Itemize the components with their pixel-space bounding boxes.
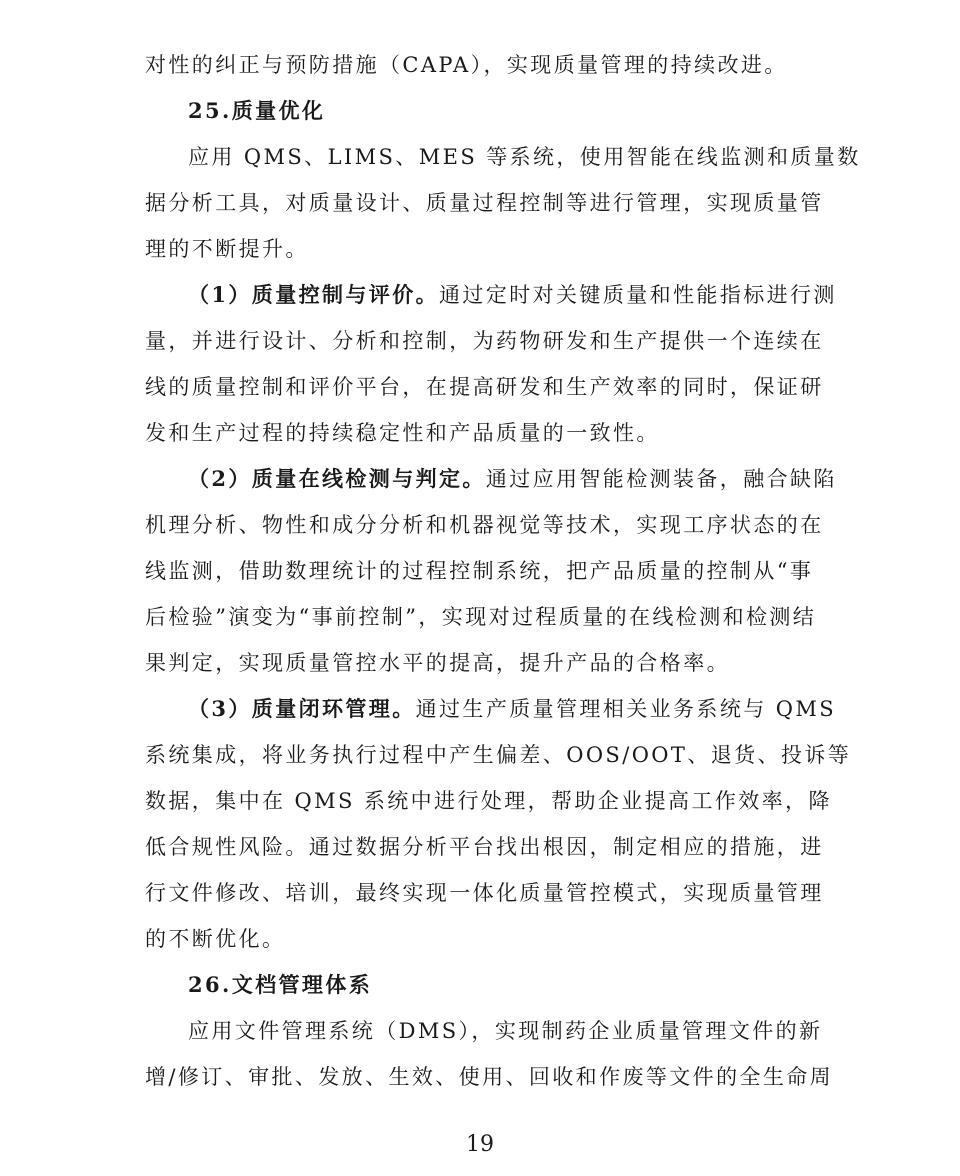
body-line: 对性的纠正与预防措施（CAPA），实现质量管理的持续改进。 — [145, 53, 788, 77]
paragraph-line: 应用文件管理系统（DMS），实现制药企业质量管理文件的新 — [188, 1019, 823, 1043]
subsection-line: （2）质量在线检测与判定。通过应用智能检测装备，融合缺陷 — [188, 466, 837, 491]
paragraph-line: 系统集成，将业务执行过程中产生偏差、OOS/OOT、退货、投诉等 — [145, 743, 852, 767]
paragraph-line: 行文件修改、培训，最终实现一体化质量管控模式，实现质量管理 — [145, 881, 824, 905]
paragraph-line: 后检验”演变为“事前控制”，实现对过程质量的在线检测和检测结 — [145, 605, 817, 629]
paragraph-line: 据分析工具，对质量设计、质量过程控制等进行管理，实现质量管 — [145, 191, 824, 215]
subsection-title: （1）质量控制与评价。 — [188, 282, 440, 307]
paragraph-line: 量，并进行设计、分析和控制，为药物研发和生产提供一个连续在 — [145, 329, 824, 353]
paragraph-line: 线的质量控制和评价平台，在提高研发和生产效率的同时，保证研 — [145, 375, 824, 399]
paragraph-line: 的不断优化。 — [145, 927, 286, 951]
paragraph-line: 低合规性风险。通过数据分析平台找出根因，制定相应的措施，进 — [145, 835, 824, 859]
paragraph-line: 增/修订、审批、发放、生效、使用、回收和作废等文件的全生命周 — [145, 1065, 834, 1089]
paragraph-line: 果判定，实现质量管控水平的提高，提升产品的合格率。 — [145, 651, 730, 675]
section-heading-26: 26.文档管理体系 — [188, 972, 373, 997]
paragraph-line: 应用 QMS、LIMS、MES 等系统，使用智能在线监测和质量数 — [188, 145, 861, 169]
subsection-title: （2）质量在线检测与判定。 — [188, 466, 486, 491]
subsection-title: （3）质量闭环管理。 — [188, 696, 416, 721]
paragraph-line: 机理分析、物性和成分分析和机器视觉等技术，实现工序状态的在 — [145, 513, 824, 537]
paragraph-line: 发和生产过程的持续稳定性和产品质量的一致性。 — [145, 421, 660, 445]
paragraph-line: 数据，集中在 QMS 系统中进行处理，帮助企业提高工作效率，降 — [145, 789, 832, 813]
section-heading-25: 25.质量优化 — [188, 98, 326, 123]
paragraph-line: 线监测，借助数理统计的过程控制系统，把产品质量的控制从“事 — [145, 559, 814, 583]
paragraph-line: 理的不断提升。 — [145, 237, 309, 261]
page-number: 19 — [466, 1132, 494, 1157]
subsection-line: （3）质量闭环管理。通过生产质量管理相关业务系统与 QMS — [188, 696, 837, 721]
subsection-line: （1）质量控制与评价。通过定时对关键质量和性能指标进行测 — [188, 282, 837, 307]
